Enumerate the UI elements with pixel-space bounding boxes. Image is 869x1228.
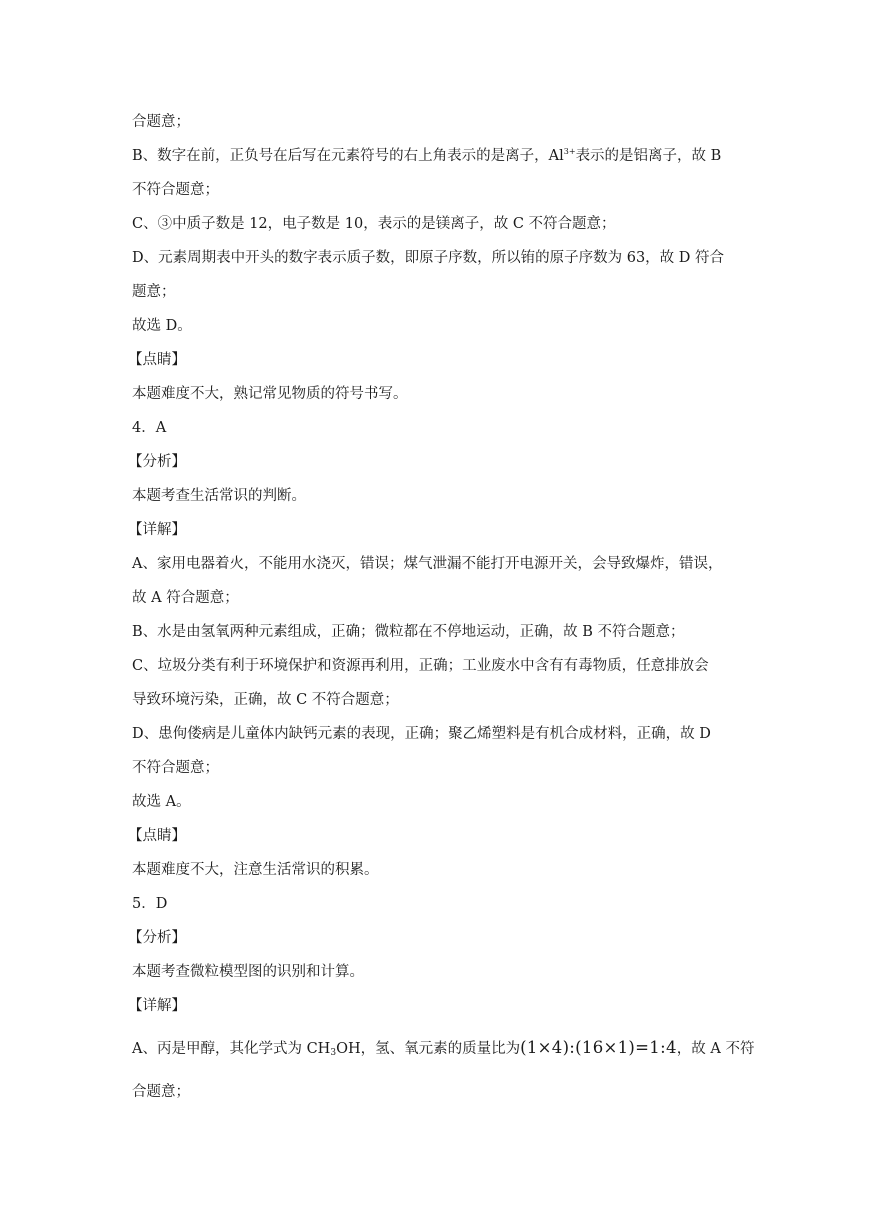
- section-heading: 【点睛】: [128, 352, 186, 368]
- text-line: 不符合题意；: [132, 760, 219, 776]
- text-span: A、丙是甲醇，其化学式为 CH: [132, 1041, 331, 1057]
- text-line: C、③中质子数是 12，电子数是 10，表示的是镁离子，故 C 不符合题意；: [132, 216, 616, 232]
- text-line: 故 A 符合题意；: [132, 590, 239, 606]
- superscript: 3+: [563, 147, 576, 157]
- math-formula: (1×4):(16×1)=1:4: [520, 1038, 677, 1057]
- text-line: 本题考查生活常识的判断。: [132, 488, 306, 504]
- text-line: 故选 D。: [132, 318, 192, 334]
- section-heading: 【点睛】: [128, 828, 186, 844]
- text-line: 故选 A。: [132, 794, 191, 810]
- text-line: D、患佝偻病是儿童体内缺钙元素的表现，正确；聚乙烯塑料是有机合成材料，正确，故 D: [132, 726, 711, 742]
- section-heading: 【分析】: [128, 930, 186, 946]
- text-line: 题意；: [132, 284, 176, 300]
- text-line: C、垃圾分类有利于环境保护和资源再利用，正确；工业废水中含有有毒物质，任意排放会: [132, 658, 709, 674]
- text-line: [132, 1038, 755, 1063]
- question-answer: 5．D: [132, 896, 168, 912]
- section-heading: 【分析】: [128, 454, 186, 470]
- subscript: 3: [330, 1048, 337, 1058]
- text-span: 表示的是铝离子，故 B: [575, 148, 722, 164]
- section-heading: 【详解】: [128, 998, 186, 1014]
- text-line: 合题意；: [132, 1084, 190, 1100]
- text-span: B、数字在前，正负号在后写在元素符号的右上角表示的是离子，Al: [132, 148, 564, 164]
- text-line: 本题考查微粒模型图的识别和计算。: [132, 964, 364, 980]
- text-span: ，故 A 不符: [676, 1041, 755, 1057]
- text-line: D、元素周期表中开头的数字表示质子数，即原子序数，所以铕的原子序数为 63，故 D 符合: [132, 250, 725, 266]
- text-line: 不符合题意；: [132, 182, 219, 198]
- text-line: 本题难度不大，熟记常见物质的符号书写。: [132, 386, 408, 402]
- text-line: 导致环境污染，正确，故 C 不符合题意；: [132, 692, 399, 708]
- text-line: 本题难度不大，注意生活常识的积累。: [132, 862, 379, 878]
- text-line: 合题意；: [132, 114, 190, 130]
- text-line: B、水是由氢氧两种元素组成，正确；微粒都在不停地运动，正确，故 B 不符合题意；: [132, 624, 685, 640]
- text-line: A、家用电器着火，不能用水浇灭，错误；煤气泄漏不能打开电源开关，会导致爆炸，错误，: [132, 556, 723, 572]
- section-heading: 【详解】: [128, 522, 186, 538]
- question-answer: 4．A: [132, 420, 167, 436]
- text-line: [132, 146, 752, 166]
- text-span: OH，氢、氧元素的质量比为: [336, 1041, 521, 1057]
